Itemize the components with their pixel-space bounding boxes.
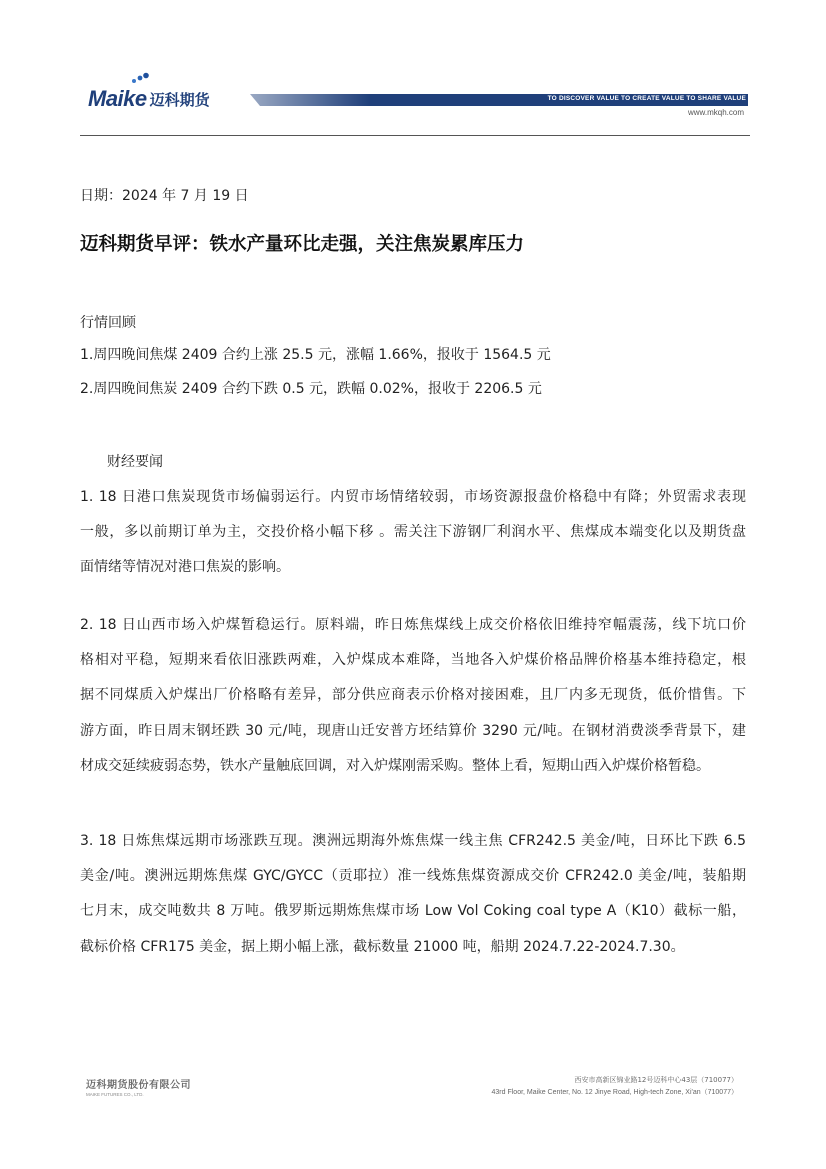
logo-wordmark: Maike [88, 86, 147, 111]
paragraph-line: 据不同煤质入炉煤出厂价格略有差异，部分供应商表示价格对接困难，且厂内多无现货，低价惜售。下 [80, 687, 746, 704]
news-paragraph-2 [80, 608, 746, 784]
paragraph-line: 1. 18 日港口焦炭现货市场偏弱运行。内贸市场情绪较弱，市场资源报盘价格稳中有降；外贸需求表现 [80, 489, 746, 505]
paragraph-line: 材成交延续疲弱态势，铁水产量触底回调，对入炉煤刚需采购。整体上看，短期山西入炉煤价格暂稳。 [80, 757, 710, 774]
paragraph-line: 七月末，成交吨数共 8 万吨。俄罗斯远期炼焦煤市场 Low Vol Coking coal type A（K10）截标一船， [80, 903, 746, 920]
footer-company-cn: 迈科期货股份有限公司 [86, 1080, 191, 1091]
financial-news-heading: 财经要闻 [107, 454, 163, 470]
market-review-item: 2.周四晚间焦炭 2409 合约下跌 0.5 元，跌幅 0.02%，报收于 2206.5 元 [80, 381, 542, 397]
paragraph-line: 游方面，昨日周末钢坯跌 30 元/吨，现唐山迁安普方坯结算价 3290 元/吨。在钢材消费淡季背景下，建 [80, 722, 746, 739]
footer-address-cn: 西安市高新区锦业路12号迈科中心43层（710077） [574, 1076, 738, 1084]
header-divider [80, 135, 750, 136]
footer-company-en: MAIKE FUTURES CO., LTD. [86, 1092, 144, 1097]
paragraph-line: 一般，多以前期订单为主，交投价格小幅下移 。需关注下游钢厂利润水平、焦煤成本端变化以及期货盘 [80, 524, 746, 541]
market-review-item: 1.周四晚间焦煤 2409 合约上涨 25.5 元，涨幅 1.66%，报收于 1564.5 元 [80, 347, 551, 363]
footer-company [86, 1076, 191, 1097]
paragraph-line: 3. 18 日炼焦煤远期市场涨跌互现。澳洲远期海外炼焦煤一线主焦 CFR242.5 美金/吨，日环比下跌 6.5 [80, 833, 746, 849]
paragraph-line: 2. 18 日山西市场入炉煤暂稳运行。原料端，昨日炼焦煤线上成交价格依旧维持窄幅震荡，线下坑口价 [80, 617, 746, 633]
footer-address [492, 1075, 738, 1097]
website-url[interactable]: www.mkqh.com [687, 108, 744, 117]
news-paragraph-3 [80, 824, 746, 965]
company-logo [88, 82, 210, 112]
logo-chinese-name: 迈科期货 [149, 91, 210, 109]
logo-dots-icon [130, 72, 154, 84]
footer-address-en: 43rd Floor, Maike Center, No. 12 Jinye Road, High-tech Zone, Xi'an（710077） [491, 1089, 738, 1096]
paragraph-line: 截标价格 CFR175 美金，据上期小幅上涨，截标数量 21000 吨，船期 2024.7.22-2024.7.30。 [80, 938, 685, 955]
paragraph-line: 面情绪等情况对港口焦炭的影响。 [80, 559, 290, 576]
report-title: 迈科期货早评：铁水产量环比走强，关注焦炭累库压力 [80, 234, 525, 255]
paragraph-line: 格相对平稳，短期来看依旧涨跌两难，入炉煤成本难降，当地各入炉煤价格品牌价格基本维持稳定，根 [80, 652, 746, 669]
paragraph-line: 美金/吨。澳洲远期炼焦煤 GYC/GYCC（贡耶拉）准一线炼焦煤资源成交价 CFR242.0 美金/吨，装船期 [80, 868, 746, 885]
news-paragraph-1 [80, 480, 746, 586]
market-review-heading: 行情回顾 [80, 315, 136, 331]
header-tagline: TO DISCOVER VALUE TO CREATE VALUE TO SHARE VALUE [547, 95, 746, 102]
report-date: 日期：2024 年 7 月 19 日 [80, 188, 249, 204]
